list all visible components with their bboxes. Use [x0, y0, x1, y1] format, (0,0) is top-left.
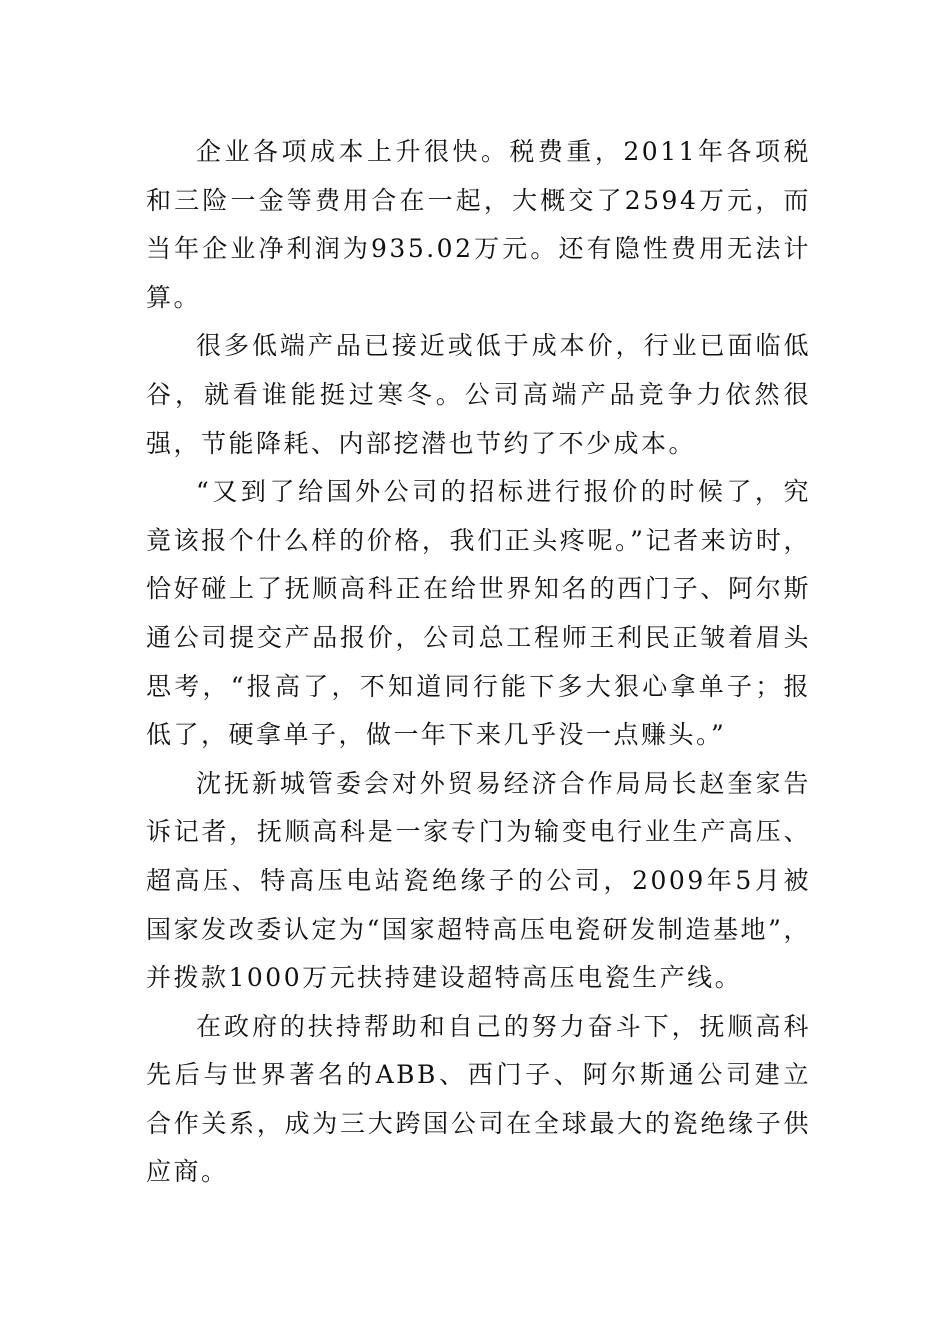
- paragraph-partnerships: 在政府的扶持帮助和自己的努力奋斗下，抚顺高科先后与世界著名的ABB、西门子、阿尔斯通公司建立合作关系，成为三大跨国公司在全球最大的瓷绝缘子供应商。: [146, 1011, 811, 1187]
- paragraph-company-profile: 沈抚新城管委会对外贸易经济合作局局长赵奎家告诉记者，抚顺高科是一家专门为输变电行业生产高压、超高压、特高压电站瓷绝缘子的公司，2009年5月被国家发改委认定为“国家超特高压电瓷研发制造基地”，并拨款1000万元扶持建设超特高压电瓷生产线。: [146, 768, 811, 993]
- paragraph-low-end-products: 很多低端产品已接近或低于成本价，行业已面临低谷，就看谁能挺过寒冬。公司高端产品竞争力依然很强，节能降耗、内部挖潜也节约了不少成本。: [146, 331, 811, 458]
- paragraph-bidding-quote: “又到了给国外公司的招标进行报价的时候了，究竟该报个什么样的价格，我们正头疼呢。”记者来访时，恰好碰上了抚顺高科正在给世界知名的西门子、阿尔斯通公司提交产品报价，公司总工程师王利民正皱着眉头思考，“报高了，不知道同行能下多大狠心拿单子；报低了，硬拿单子，做一年下来几乎没一点赚头。”: [146, 477, 811, 750]
- paragraph-costs: 企业各项成本上升很快。税费重，2011年各项税和三险一金等费用合在一起，大概交了2594万元，而当年企业净利润为935.02万元。还有隐性费用无法计算。: [146, 137, 811, 312]
- article-body: [146, 128, 811, 1197]
